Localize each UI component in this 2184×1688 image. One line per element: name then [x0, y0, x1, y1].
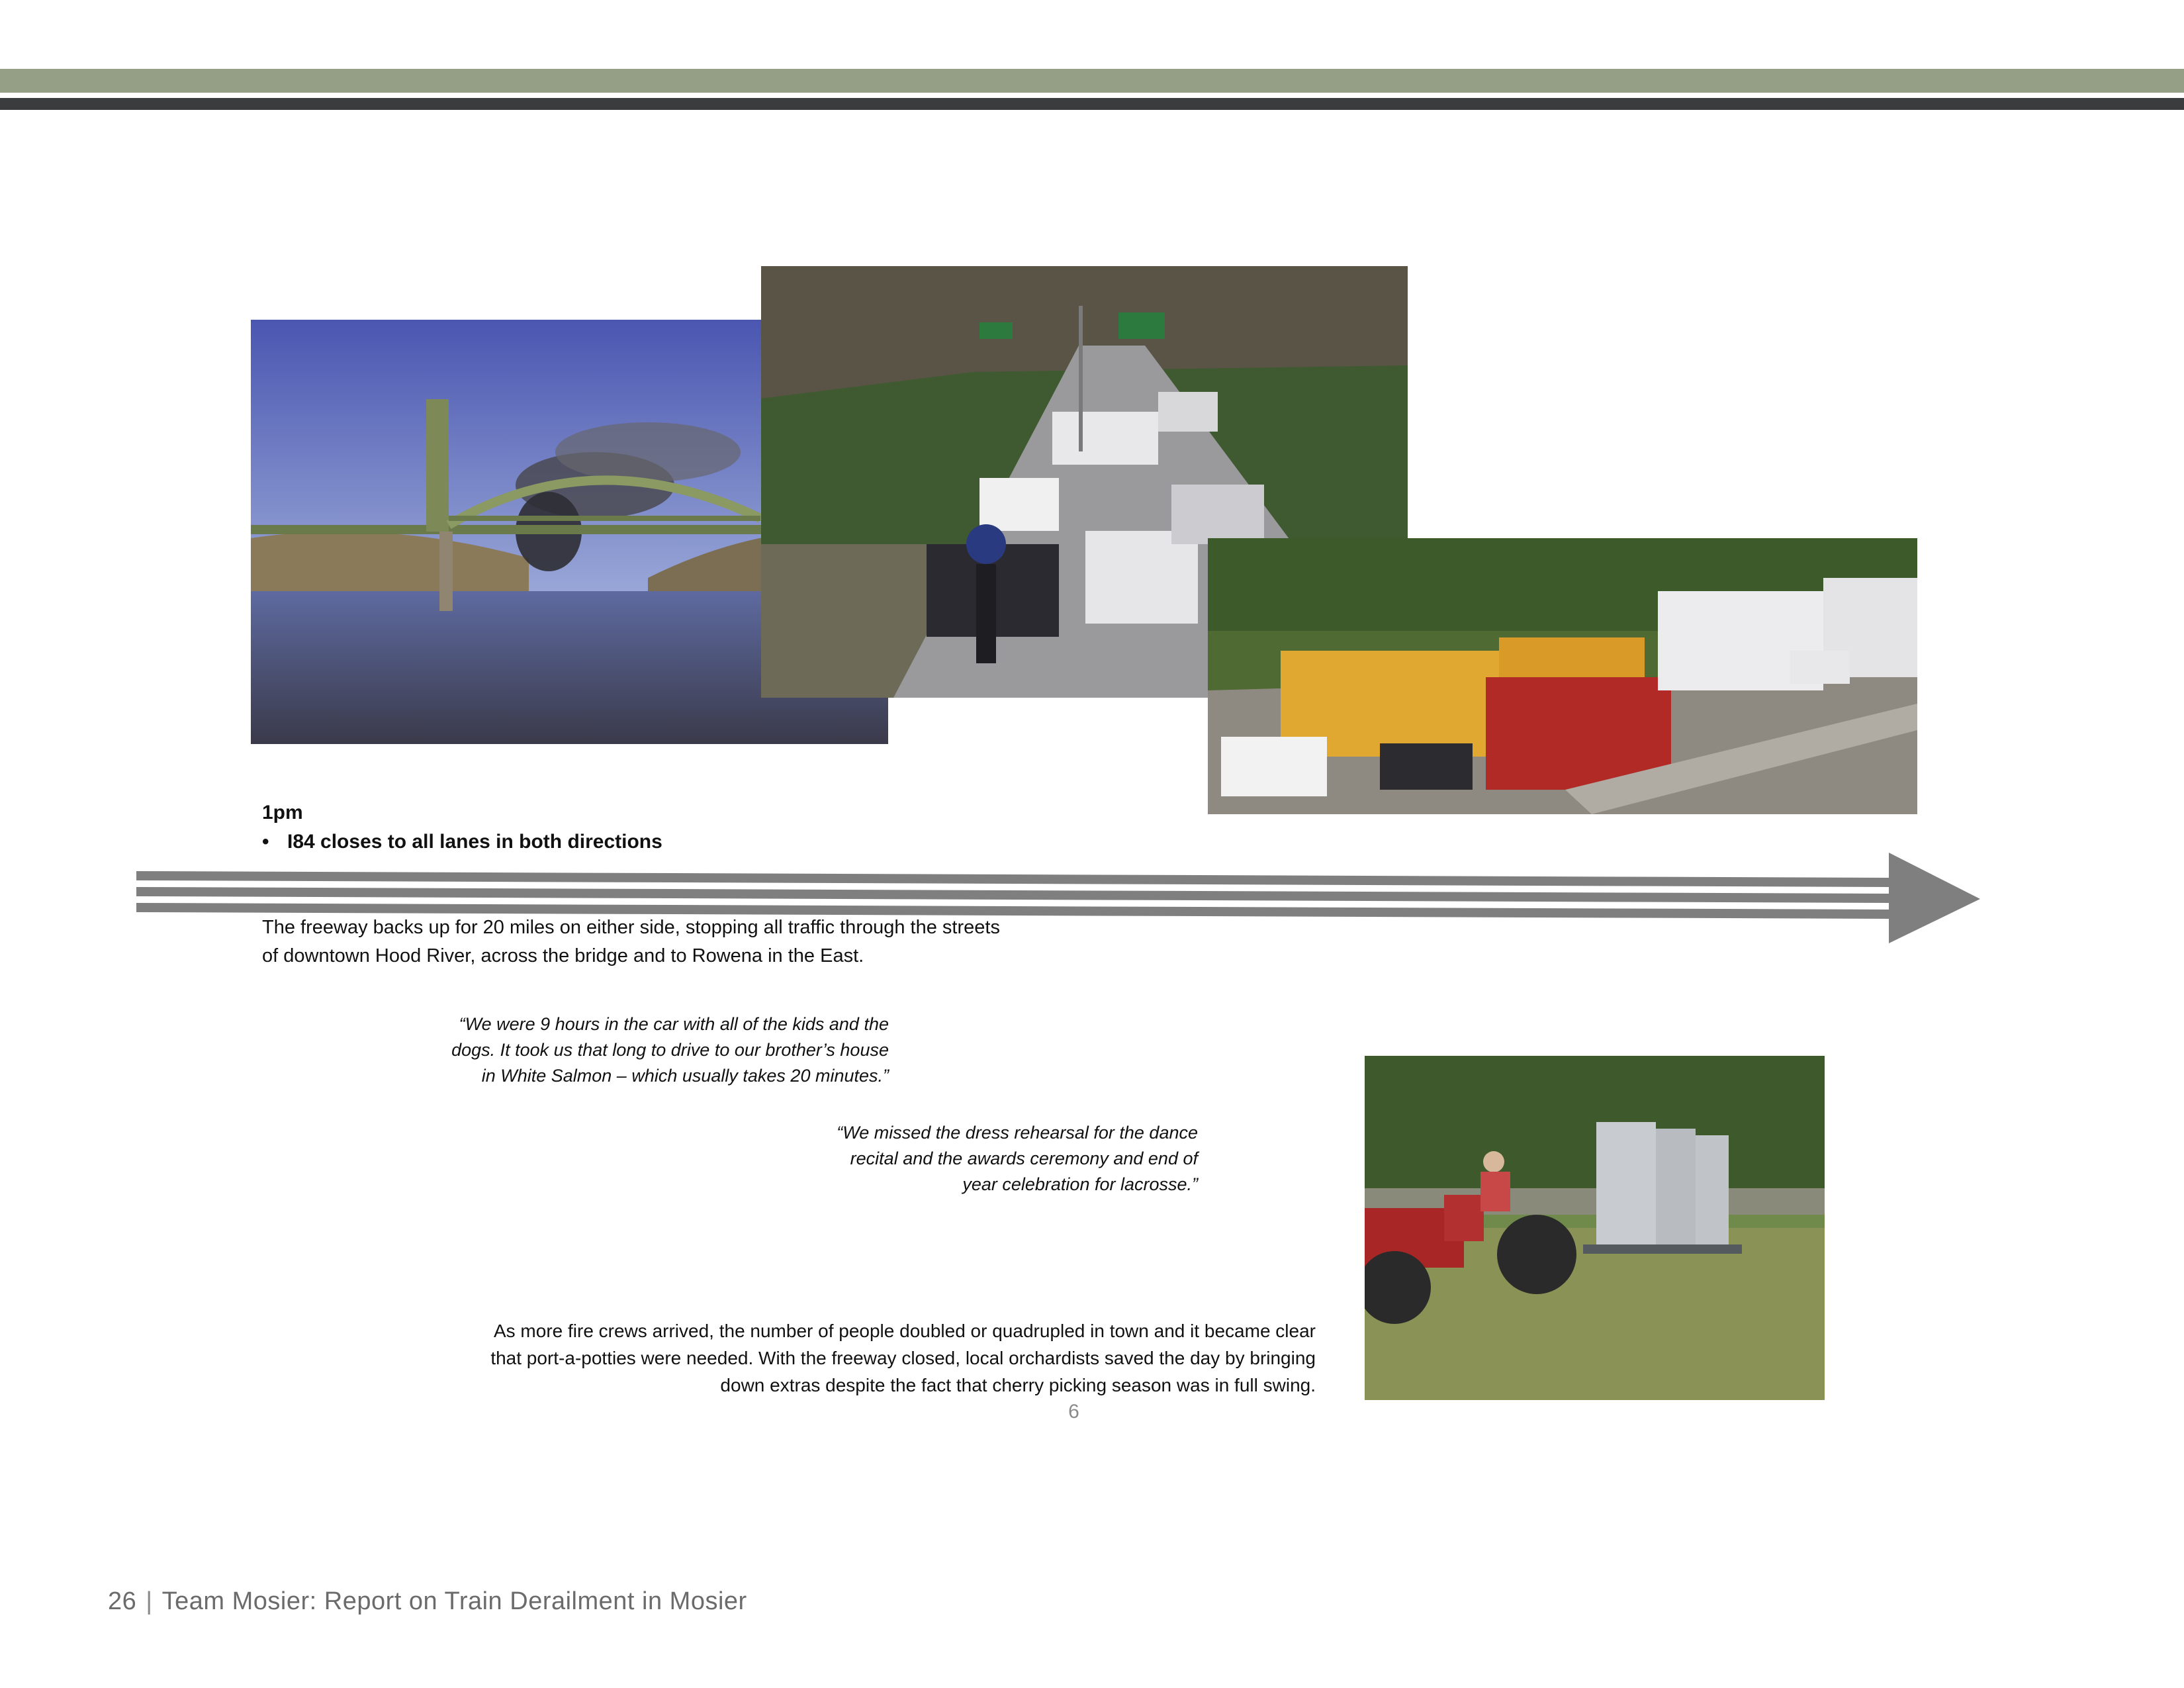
bullet-marker: •: [262, 831, 269, 853]
quote-1-line-2: dogs. It took us that long to drive to our brother’s house: [451, 1040, 889, 1060]
photo-tractor-port-a-potties: [1365, 1056, 1825, 1400]
freeway-line-2: of downtown Hood River, across the bridge and to Rowena in the East.: [262, 945, 864, 966]
freeway-paragraph: [262, 914, 1000, 970]
quote-dance-recital: [728, 1120, 1198, 1197]
header-band-green: [0, 69, 2184, 93]
potty-line-3: down extras despite the fact that cherry picking season was in full swing.: [720, 1375, 1316, 1395]
potty-line-1: As more fire crews arrived, the number of people doubled or quadrupled in town and it became clear: [493, 1321, 1316, 1341]
freeway-line-1: The freeway backs up for 20 miles on either side, stopping all traffic through the streets: [262, 917, 1000, 938]
header-band-dark: [0, 98, 2184, 110]
port-a-potty-paragraph: [331, 1317, 1316, 1399]
quote-1-line-3: in White Salmon – which usually takes 20 minutes.”: [481, 1066, 889, 1086]
quote-2-line-1: “We missed the dress rehearsal for the dance: [837, 1123, 1198, 1143]
potty-line-2: that port-a-potties were needed. With the freeway closed, local orchardists saved the day by bringing: [490, 1348, 1316, 1368]
bullet-text: I84 closes to all lanes in both directions: [287, 831, 662, 853]
timeline-time: 1pm: [262, 802, 303, 823]
header-band-gap: [0, 93, 2184, 98]
quote-2-line-2: recital and the awards ceremony and end of: [850, 1149, 1198, 1168]
quote-white-salmon: [331, 1011, 889, 1089]
footer-separator: |: [146, 1587, 153, 1615]
photo-buses-fire-truck: [1208, 538, 1917, 814]
inner-page-number: 6: [1068, 1401, 1079, 1423]
quote-2-line-3: year celebration for lacrosse.”: [962, 1174, 1198, 1194]
footer-page-number: 26: [108, 1587, 137, 1615]
footer: [108, 1587, 747, 1616]
footer-report-title: Team Mosier: Report on Train Derailment in Mosier: [161, 1587, 747, 1615]
quote-1-line-1: “We were 9 hours in the car with all of the kids and the: [459, 1014, 889, 1034]
